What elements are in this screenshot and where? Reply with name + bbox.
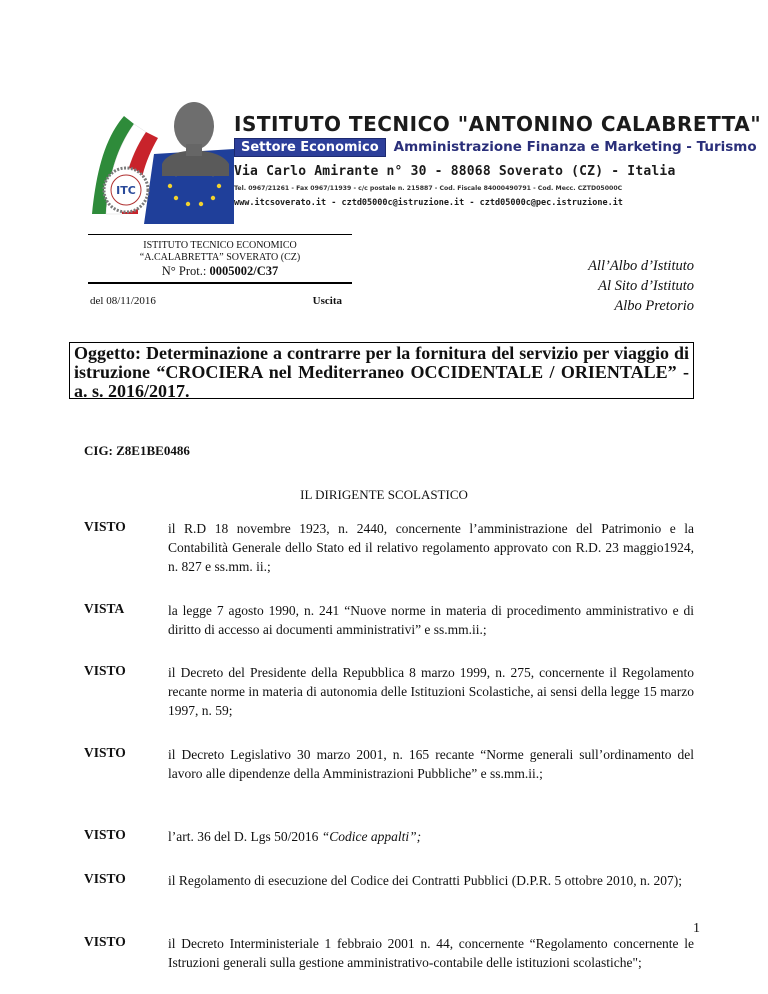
consideration-keyword: VISTO: [84, 745, 126, 760]
consideration-text-italic: “Codice appalti”;: [321, 829, 422, 844]
consideration-keyword: VISTO: [84, 519, 126, 534]
protocol-number-label: N° Prot.:: [161, 264, 207, 278]
courses-title: Amministrazione Finanza e Marketing - Turismo: [393, 139, 757, 155]
consideration-keyword: VISTO: [84, 871, 126, 886]
cig-code: CIG: Z8E1BE0486: [84, 443, 190, 458]
page-number: 1: [693, 921, 700, 936]
consideration-text-plain: l’art. 36 del D. Lgs 50/2016: [168, 829, 322, 844]
bust-portrait: [162, 102, 229, 176]
protocol-number: [88, 264, 352, 279]
school-seal: [104, 168, 148, 212]
school-contacts: Tel. 0967/21261 - Fax 0967/11939 - c/c postale n. 215887 - Cod. Fiscale 84000490791 - Cod. Mecc. CZTD05000C: [234, 185, 623, 192]
consideration-keyword: VISTO: [84, 934, 126, 949]
protocol-org-line1: ISTITUTO TECNICO ECONOMICO: [143, 240, 297, 251]
svg-text:ITC: ITC: [116, 184, 136, 197]
consideration-keyword: VISTO: [84, 827, 126, 842]
consideration-text: la legge 7 agosto 1990, n. 241 “Nuove norme in materia di procedimento amministrativo e di diritto di accesso ai documenti amministrativi” e ss.mm.ii.;: [168, 603, 694, 637]
school-name: ISTITUTO TECNICO "ANTONINO CALABRETTA": [234, 112, 762, 136]
consideration-text: il Decreto del Presidente della Repubblica 8 marzo 1999, n. 275, concernente il Regolamento recante norme in materia di autonomia delle Istituzioni Scolastiche, ai sensi della legge 15 marzo 1997, n. 59;: [168, 665, 694, 718]
consideration-text: [168, 827, 694, 846]
protocol-number-value: 0005002/C37: [209, 264, 279, 278]
school-address: Via Carlo Amirante n° 30 - 88068 Soverato (CZ) - Italia: [234, 164, 676, 179]
consideration-keyword: VISTO: [84, 663, 126, 678]
section-heading: IL DIRIGENTE SCOLASTICO: [300, 487, 468, 502]
protocol-bottom-rule: [88, 282, 352, 283]
consideration-text: il R.D 18 novembre 1923, n. 2440, concernente l’amministrazione del Patrimonio e la Contabilità Generale dello Stato ed il relativo regolamento approvato con R.D. 23 maggio1924, n. 827 e ss.mm. ii.;: [168, 521, 694, 574]
letterhead: [84, 94, 762, 224]
school-web-emails: www.itcsoverato.it - cztd05000c@istruzione.it - cztd05000c@pec.istruzione.it: [234, 198, 623, 208]
letterhead-emblem: [84, 94, 234, 224]
recipients: [588, 256, 694, 316]
consideration-text: il Regolamento di esecuzione del Codice dei Contratti Pubblici (D.P.R. 5 ottobre 2010, n. 207);: [168, 873, 683, 888]
subject-box: [69, 342, 694, 399]
subject-text: Oggetto: Determinazione a contrarre per la fornitura del servizio per viaggio di istruzione “CROCIERA nel Mediterraneo OCCIDENTALE / ORIENTALE” - a. s. 2016/2017.: [74, 343, 689, 401]
protocol-box: [88, 234, 352, 307]
consideration-text: il Decreto Legislativo 30 marzo 2001, n. 165 recante “Norme generali sull’ordinamento del lavoro alle dipendenze della Amministrazioni Pubbliche” e ss.mm.ii.;: [168, 747, 694, 781]
recipient-albo-istituto: All’Albo d’Istituto: [588, 258, 694, 274]
sector-badge: Settore Economico: [234, 138, 386, 157]
consideration-text: il Decreto Interministeriale 1 febbraio 2001 n. 44, concernente “Regolamento concernente le Istruzioni generali sulla gestione amministrativo-contabile delle istituzioni scolastiche";: [168, 936, 694, 970]
recipient-sito-istituto: Al Sito d’Istituto: [598, 278, 694, 294]
letterhead-sector-row: [234, 138, 757, 158]
protocol-direction: Uscita: [312, 295, 342, 307]
recipient-albo-pretorio: Albo Pretorio: [614, 298, 694, 314]
protocol-org-line2: “A.CALABRETTA” SOVERATO (CZ): [139, 252, 301, 263]
protocol-date: del 08/11/2016: [90, 295, 156, 307]
consideration-keyword: VISTA: [84, 601, 125, 616]
